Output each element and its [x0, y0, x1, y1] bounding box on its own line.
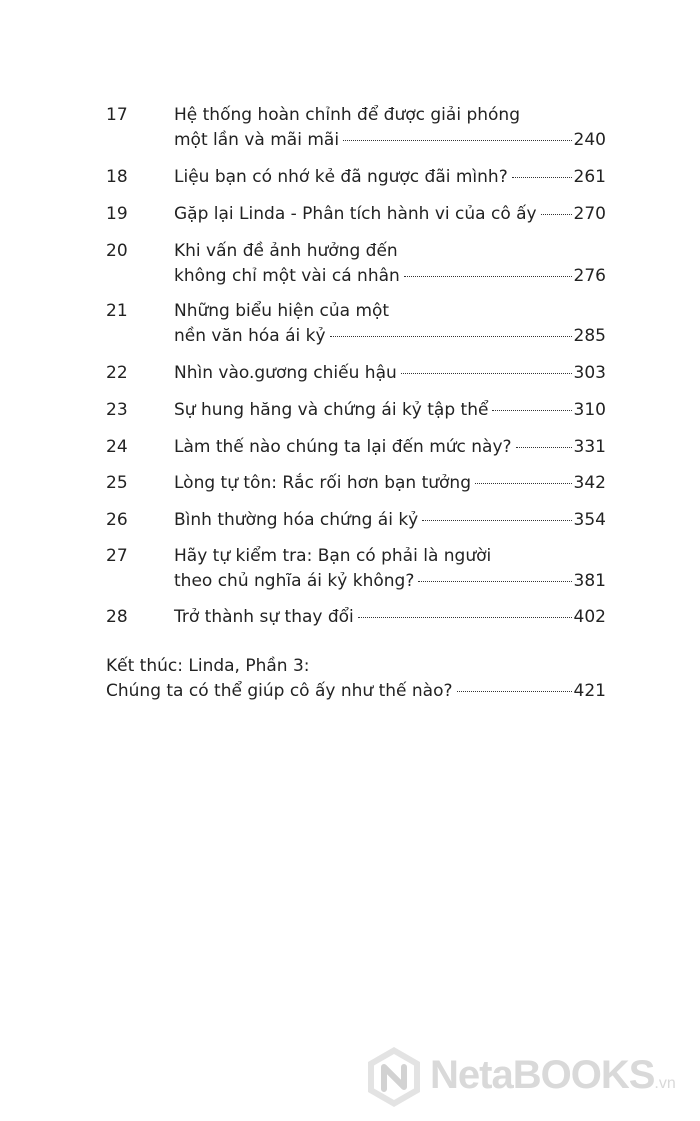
dot-leader: [358, 617, 572, 618]
dot-leader: [512, 177, 572, 178]
chapter-title-line: Gặp lại Linda - Phân tích hành vi của cô ấy: [174, 204, 537, 224]
dot-leader: [404, 276, 572, 277]
chapter-title-line: Nhìn vào.gương chiếu hậu: [174, 363, 397, 383]
page-number: 261: [573, 167, 606, 187]
chapter-number: 17: [106, 105, 128, 125]
page-number: 402: [573, 607, 606, 627]
dot-leader: [492, 410, 571, 411]
dot-leader: [401, 373, 572, 374]
chapter-number: 27: [106, 546, 128, 566]
chapter-title-line: Liệu bạn có nhớ kẻ đã ngược đãi mình?: [174, 167, 508, 187]
chapter-number: 24: [106, 437, 128, 457]
chapter-number: 25: [106, 473, 128, 493]
netabooks-watermark: [364, 1043, 694, 1113]
chapter-number: 23: [106, 400, 128, 420]
page-number: 310: [573, 400, 606, 420]
page-number: 342: [573, 473, 606, 493]
chapter-title-line: Trở thành sự thay đổi: [174, 607, 354, 627]
chapter-number: 21: [106, 301, 128, 321]
chapter-title-line: Sự hung hăng và chứng ái kỷ tập thể: [174, 400, 489, 420]
chapter-title-line: nền văn hóa ái kỷ: [174, 326, 326, 346]
chapter-title-line: Hãy tự kiểm tra: Bạn có phải là người: [174, 546, 492, 566]
chapter-title-line: Bình thường hóa chứng ái kỷ: [174, 510, 419, 530]
chapter-title-line: Những biểu hiện của một: [174, 301, 390, 321]
dot-leader: [475, 483, 572, 484]
chapter-title-line: Khi vấn đề ảnh hưởng đến: [174, 241, 398, 261]
chapter-title-line: Lòng tự tôn: Rắc rối hơn bạn tưởng: [174, 473, 472, 493]
chapter-number: 18: [106, 167, 128, 187]
page-number: 276: [573, 266, 606, 286]
dot-leader: [343, 140, 572, 141]
page-number: 303: [573, 363, 606, 383]
dot-leader: [330, 336, 572, 337]
chapter-number: 26: [106, 510, 128, 530]
chapter-number: 19: [106, 204, 128, 224]
watermark-text: NetaBOOKS.vn: [430, 1053, 676, 1097]
dot-leader: [457, 691, 572, 692]
page-number: 421: [573, 681, 606, 701]
chapter-title-line: Làm thế nào chúng ta lại đến mức này?: [174, 437, 512, 457]
dot-leader: [418, 581, 571, 582]
page-number: 240: [573, 130, 606, 150]
dot-leader: [422, 520, 571, 521]
toc-entry-ending[interactable]: [106, 654, 606, 704]
page-number: 270: [573, 204, 606, 224]
page-number: 381: [573, 571, 606, 591]
dot-leader: [516, 447, 572, 448]
chapter-title-line: không chỉ một vài cá nhân: [174, 266, 400, 286]
chapter-number: 22: [106, 363, 128, 383]
netabooks-logo-icon: [364, 1045, 424, 1109]
dot-leader: [541, 214, 572, 215]
chapter-number: 28: [106, 607, 128, 627]
chapter-title-line: một lần và mãi mãi: [174, 130, 340, 150]
chapter-title-line: Hệ thống hoàn chỉnh để được giải phóng: [174, 105, 520, 125]
ending-title-line: Chúng ta có thể giúp cô ấy như thế nào?: [106, 681, 453, 701]
page-number: 354: [573, 510, 606, 530]
chapter-number: 20: [106, 241, 128, 261]
ending-title-line: Kết thúc: Linda, Phần 3:: [106, 656, 310, 676]
chapter-title-line: theo chủ nghĩa ái kỷ không?: [174, 571, 415, 591]
page-number: 285: [573, 326, 606, 346]
page-number: 331: [573, 437, 606, 457]
